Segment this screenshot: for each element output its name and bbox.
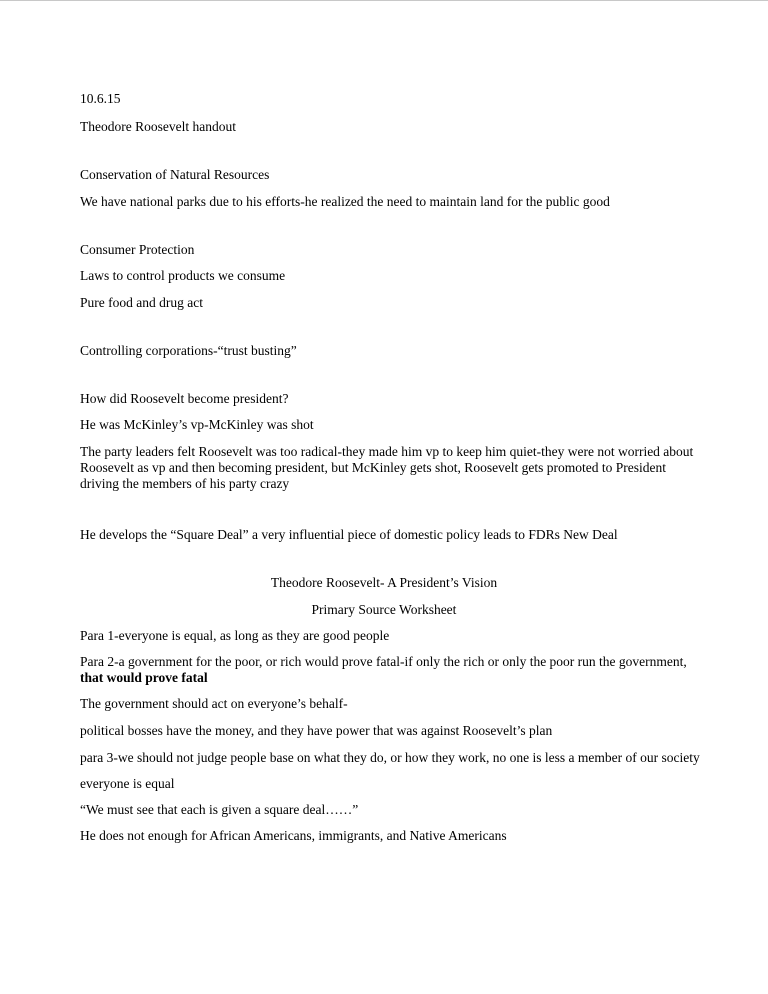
handout-title: Theodore Roosevelt handout [80, 119, 236, 134]
equal-line: everyone is equal [80, 776, 175, 791]
consumer-heading: Consumer Protection [80, 242, 195, 257]
para-2-emphasis: that would prove fatal [80, 670, 208, 685]
consumer-line-2: Pure food and drug act [80, 295, 203, 310]
answer-line: He was McKinley’s vp-McKinley was shot [80, 417, 314, 432]
consumer-line-1: Laws to control products we consume [80, 268, 286, 283]
conservation-text: We have national parks due to his efforts-he realized the need to maintain land for the public good [80, 194, 610, 209]
government-line: The government should act on everyone’s behalf- [80, 696, 348, 711]
party-leaders-paragraph: The party leaders felt Roosevelt was too radical-they made him vp to keep him quiet-they were not worried about Roosevelt as vp and then becoming president, but McKinley gets shot, Roosevelt gets promoted to President driving the members of his party crazy [80, 444, 694, 491]
final-line: He does not enough for African Americans, immigrants, and Native Americans [80, 828, 507, 843]
square-deal-line: He develops the “Square Deal” a very influential piece of domestic policy leads to FDRs New Deal [80, 527, 618, 542]
date-line: 10.6.15 [80, 91, 121, 106]
worksheet-title: Theodore Roosevelt- A President’s Vision [270, 575, 498, 590]
para-2-line: Para 2-a government for the poor, or rich would prove fatal-if only the rich or only the poor run the government, [80, 654, 687, 669]
conservation-heading: Conservation of Natural Resources [80, 167, 270, 182]
bosses-line: political bosses have the money, and they have power that was against Roosevelt’s plan [80, 723, 553, 738]
question-line: How did Roosevelt become president? [80, 391, 289, 406]
worksheet-subtitle: Primary Source Worksheet [311, 602, 457, 617]
para-1-line: Para 1-everyone is equal, as long as they are good people [80, 628, 390, 643]
corporations-line: Controlling corporations-“trust busting” [80, 343, 297, 358]
quote-line: “We must see that each is given a square deal……” [80, 802, 359, 817]
para-3-line: para 3-we should not judge people base on what they do, or how they work, no one is less a member of our society [80, 750, 700, 765]
